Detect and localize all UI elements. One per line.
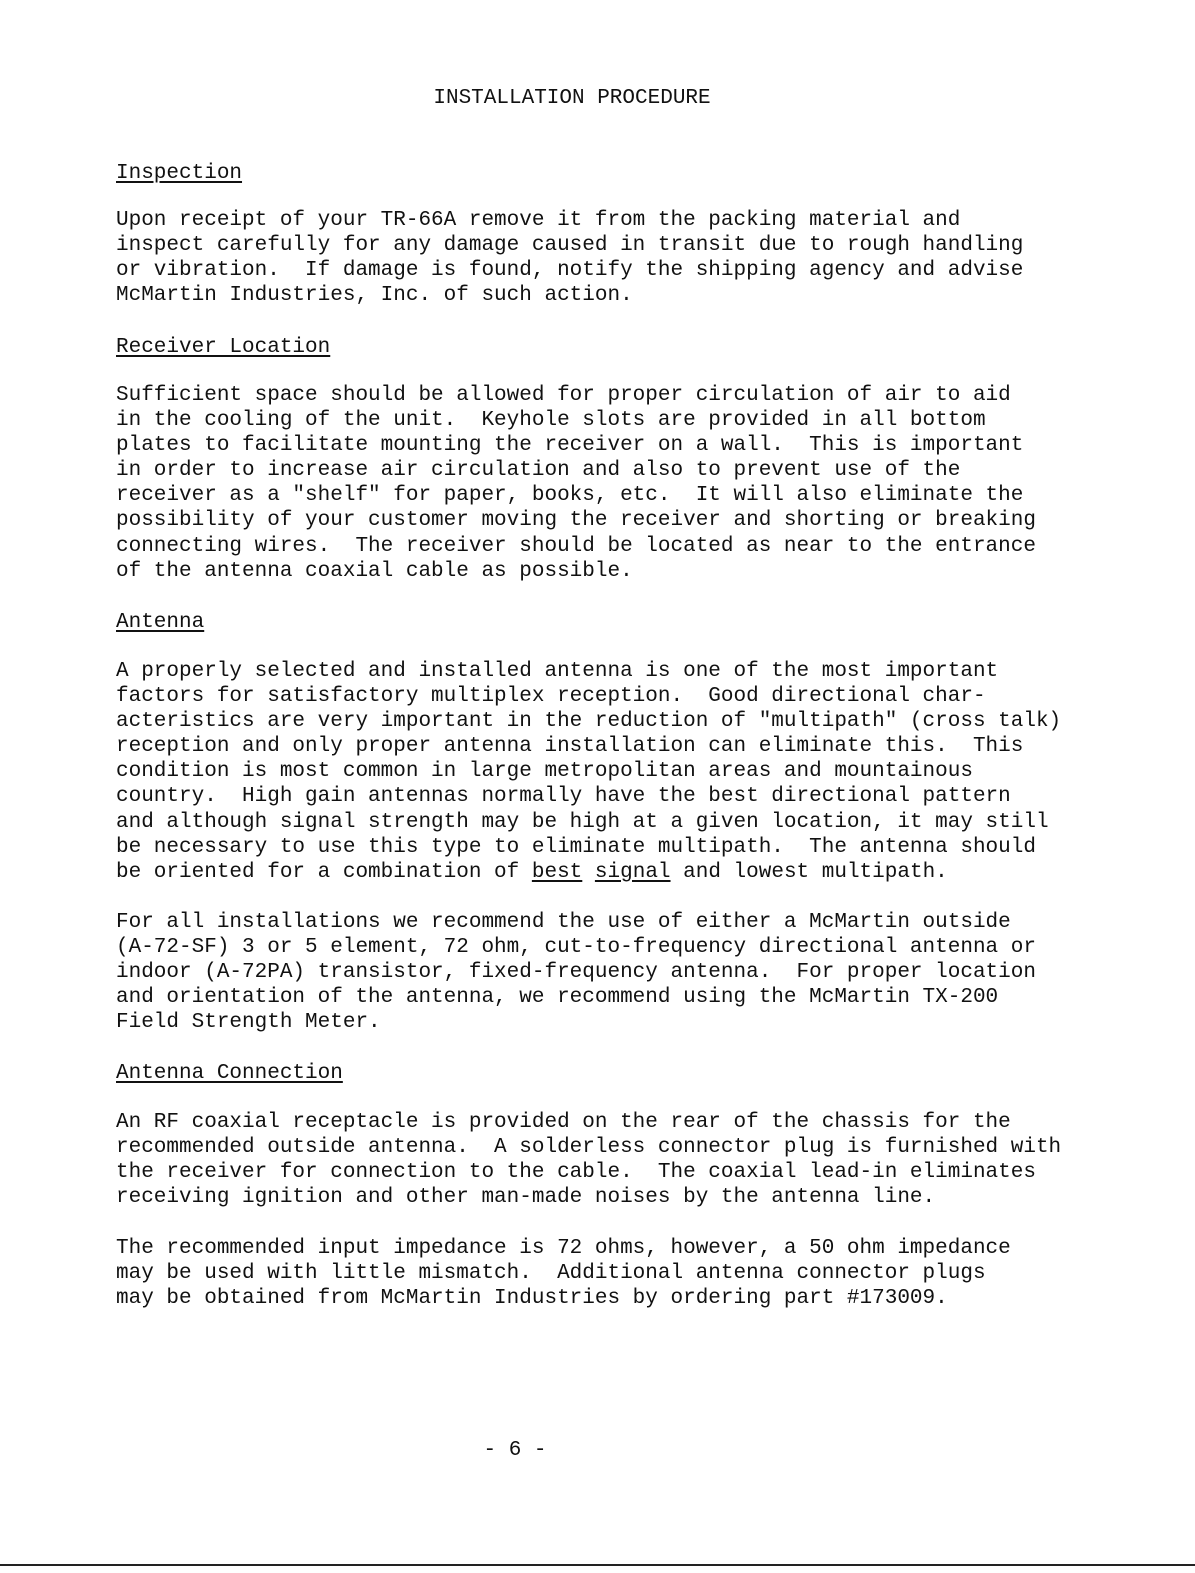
text-line: plates to facilitate mounting the receiver on a wall. This is important [116, 434, 1024, 458]
scan-edge-line [0, 1564, 1195, 1566]
text-line-with-emphasis [116, 860, 1076, 885]
text-line: A properly selected and installed antenna is one of the most important [116, 660, 999, 683]
text-run: be oriented for a combination of [116, 860, 532, 884]
page-number: - 6 - [483, 1439, 547, 1462]
text-line: (A-72-SF) 3 or 5 element, 72 ohm, cut-to-frequency directional antenna or [116, 936, 1036, 960]
text-line: Field Strength Meter. [116, 1011, 381, 1035]
text-line: country. High gain antennas normally have the best directional pattern [116, 785, 1011, 809]
text-line: factors for satisfactory multiplex reception. Good directional char- [116, 685, 986, 709]
text-line: inspect carefully for any damage caused in transit due to rough handling [116, 234, 1024, 258]
text-line: possibility of your customer moving the receiver and shorting or breaking [116, 509, 1036, 533]
text-line: The recommended input impedance is 72 ohms, however, a 50 ohm impedance [116, 1237, 1011, 1260]
text-line: be necessary to use this type to eliminate multipath. The antenna should [116, 835, 1036, 859]
text-line: and although signal strength may be high at a given location, it may still [116, 810, 1049, 834]
paragraph-antenna-1 [116, 659, 1076, 885]
paragraph-inspection [116, 208, 1076, 308]
underlined-word-signal: signal [594, 860, 671, 884]
text-line: acteristics are very important in the reduction of "multipath" (cross talk) [116, 710, 1062, 734]
section-heading-inspection: Inspection [116, 162, 243, 185]
paragraph-receiver-location [116, 383, 1076, 584]
text-line: the receiver for connection to the cable. The coaxial lead-in eliminates [116, 1161, 1036, 1185]
text-line: may be obtained from McMartin Industries by ordering part #173009. [116, 1287, 948, 1311]
text-line: For all installations we recommend the use of either a McMartin outside [116, 911, 1011, 934]
text-line: connecting wires. The receiver should be located as near to the entrance [116, 534, 1036, 558]
text-line: of the antenna coaxial cable as possible. [116, 559, 633, 583]
paragraph-antenna-2 [116, 910, 1076, 1035]
text-run: and lowest multipath. [670, 860, 948, 884]
text-line: receiver as a "shelf" for paper, books, etc. It will also eliminate the [116, 484, 1024, 508]
text-run [582, 861, 595, 884]
text-line: Sufficient space should be allowed for proper circulation of air to aid [116, 384, 1011, 407]
text-line: recommended outside antenna. A solderless connector plug is furnished with [116, 1136, 1062, 1160]
text-line: McMartin Industries, Inc. of such action. [116, 284, 633, 308]
text-line: in order to increase air circulation and also to prevent use of the [116, 459, 961, 483]
text-line: indoor (A-72PA) transistor, fixed-frequency antenna. For proper location [116, 961, 1036, 985]
section-heading-receiver-location: Receiver Location [116, 336, 331, 359]
text-line: receiving ignition and other man-made noises by the antenna line. [116, 1186, 936, 1210]
text-line: may be used with little mismatch. Additional antenna connector plugs [116, 1262, 986, 1286]
text-line: in the cooling of the unit. Keyhole slots are provided in all bottom [116, 409, 986, 433]
text-line: or vibration. If damage is found, notify the shipping agency and advise [116, 259, 1024, 283]
text-line: condition is most common in large metropolitan areas and mountainous [116, 760, 973, 784]
section-heading-antenna: Antenna [116, 611, 205, 634]
page-title: INSTALLATION PROCEDURE [433, 87, 711, 110]
paragraph-antenna-connection-1 [116, 1110, 1076, 1210]
paragraph-antenna-connection-2 [116, 1236, 1076, 1311]
text-line: reception and only proper antenna installation can eliminate this. This [116, 735, 1024, 759]
section-heading-antenna-connection: Antenna Connection [116, 1062, 343, 1085]
text-line: An RF coaxial receptacle is provided on the rear of the chassis for the [116, 1111, 1011, 1134]
text-line: Upon receipt of your TR-66A remove it from the packing material and [116, 209, 961, 232]
underlined-word-best: best [531, 860, 583, 884]
text-line: and orientation of the antenna, we recommend using the McMartin TX-200 [116, 986, 999, 1010]
